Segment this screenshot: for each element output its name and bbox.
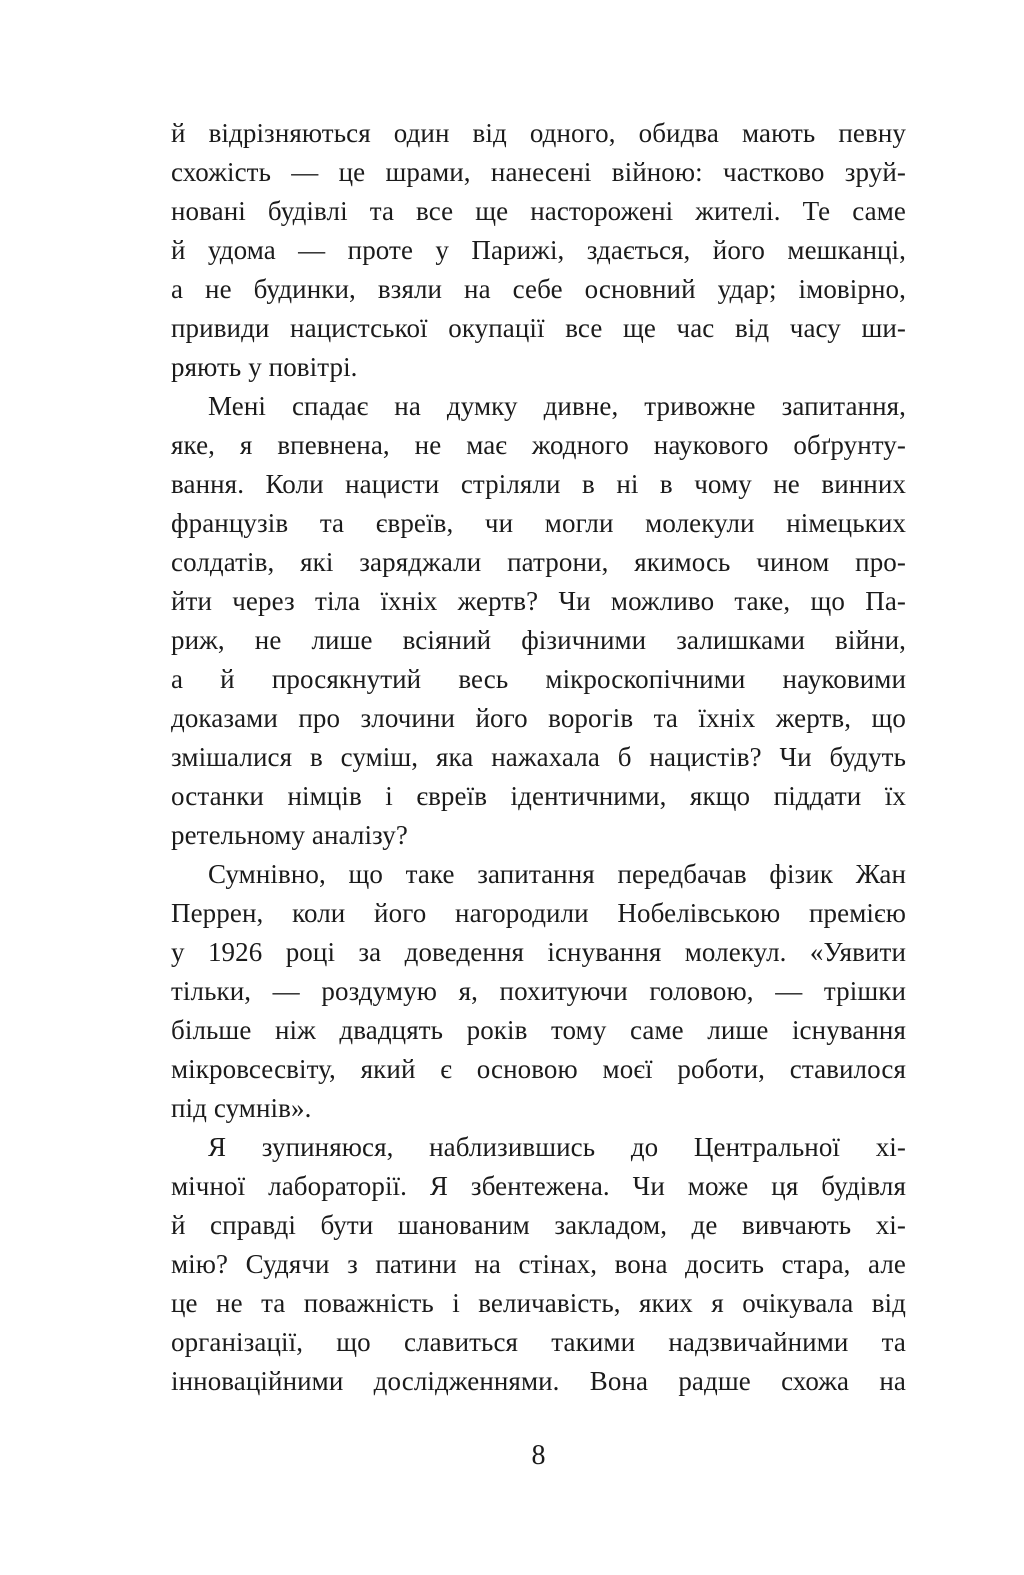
text-line: ретельному аналізу? — [171, 820, 408, 850]
text-line: інноваційними дослідженнями. Вона радше схожа на — [171, 1366, 906, 1396]
text-line: Перрен, коли його нагородили Нобелівською премією — [171, 898, 906, 928]
text-line: привиди нацистської окупації все ще час від часу ши- — [171, 313, 906, 343]
text-line: новані будівлі та все ще насторожені жителі. Те саме — [171, 196, 906, 226]
text-line: ряють у повітрі. — [171, 352, 358, 382]
text-line: змішалися в суміш, яка нажахала б нацистів? Чи будуть — [171, 742, 906, 772]
paragraph — [171, 114, 906, 387]
text-line: а й просякнутий весь мікроскопічними науковими — [171, 664, 906, 694]
text-line: мію? Судячи з патини на стінах, вона досить стара, але — [171, 1249, 906, 1279]
text-line: французів та євреїв, чи могли молекули німецьких — [171, 508, 906, 538]
text-line: Я зупиняюся, наблизившись до Центральної хі- — [208, 1132, 906, 1162]
text-line: й відрізняються один від одного, обидва мають певну — [171, 118, 906, 148]
text-line: у 1926 році за доведення існування молекул. «Уявити — [171, 937, 906, 967]
text-line: під сумнів». — [171, 1093, 312, 1123]
text-line: Мені спадає на думку дивне, тривожне запитання, — [208, 391, 906, 421]
text-line: йти через тіла їхніх жертв? Чи можливо таке, що Па- — [171, 586, 906, 616]
text-line: й удома — проте у Парижі, здається, його мешканці, — [171, 235, 906, 265]
page-number: 8 — [531, 1440, 546, 1471]
text-line: солдатів, які заряджали патрони, якимось чином про- — [171, 547, 906, 577]
text-line: вання. Коли нацисти стріляли в ні в чому не винних — [171, 469, 906, 499]
paragraph — [171, 1128, 906, 1401]
text-line: тільки, — роздумую я, похитуючи головою, — трішки — [171, 976, 906, 1006]
text-line: більше ніж двадцять років тому саме лише існування — [171, 1015, 906, 1045]
paragraph — [171, 855, 906, 1128]
text-line: й справді бути шанованим закладом, де вивчають хі- — [171, 1210, 906, 1240]
text-line: це не та поважність і величавість, яких я очікувала від — [171, 1288, 906, 1318]
text-line: риж, не лише всіяний фізичними залишками війни, — [171, 625, 906, 655]
text-line: мічної лабораторії. Я збентежена. Чи може ця будівля — [171, 1171, 906, 1201]
text-line: останки німців і євреїв ідентичними, якщо піддати їх — [171, 781, 906, 811]
text-line: доказами про злочини його ворогів та їхніх жертв, що — [171, 703, 906, 733]
text-line: мікровсесвіту, який є основою моєї роботи, ставилося — [171, 1054, 906, 1084]
text-line: організації, що славиться такими надзвичайними та — [171, 1327, 906, 1357]
text-line: схожість — це шрами, нанесені війною: частково зруй- — [171, 157, 906, 187]
text-line: яке, я впевнена, не має жодного наукового обґрунту- — [171, 430, 906, 460]
page-text-block — [171, 114, 906, 1401]
paragraph — [171, 387, 906, 855]
text-line: а не будинки, взяли на себе основний удар; імовірно, — [171, 274, 906, 304]
text-line: Сумнівно, що таке запитання передбачав фізик Жан — [208, 859, 906, 889]
